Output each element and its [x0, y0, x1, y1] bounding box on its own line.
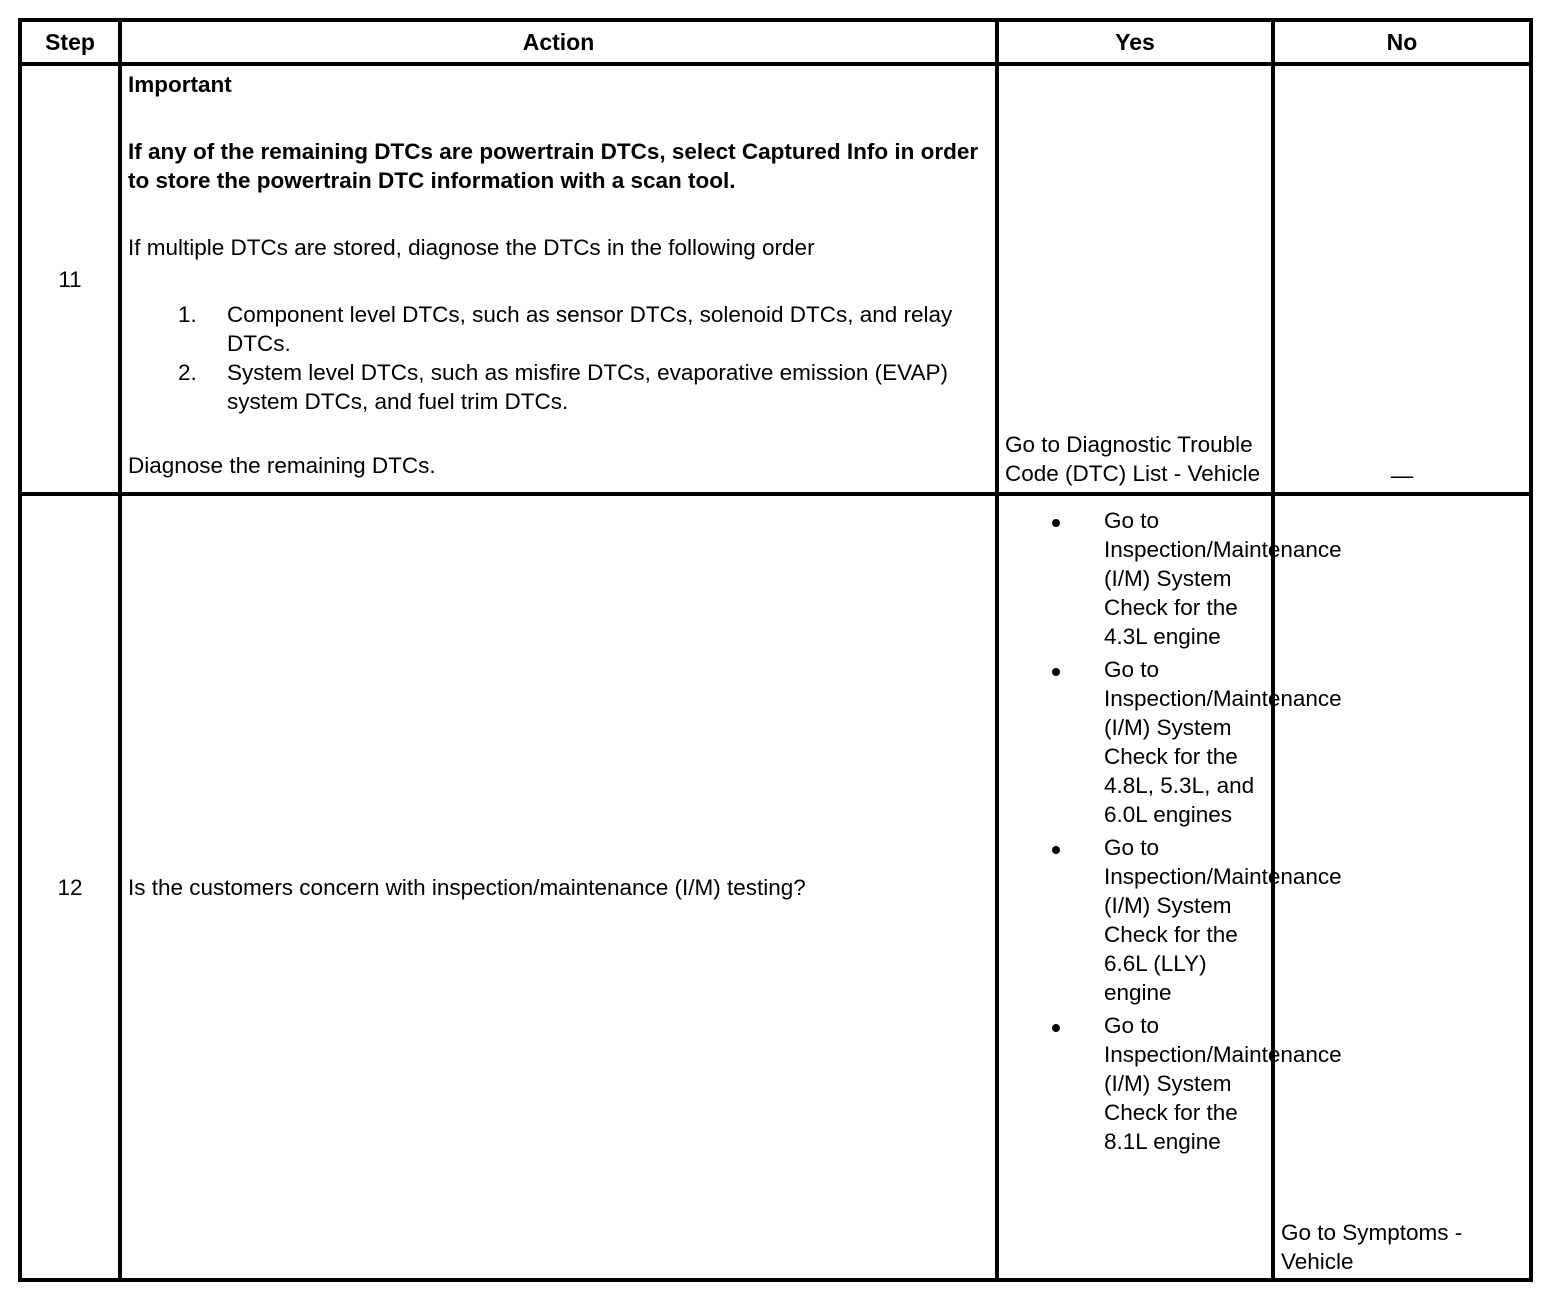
yes-link[interactable]: Go to Diagnostic Trouble Code (DTC) List - Vehicle: [1005, 432, 1261, 486]
list-item[interactable]: [999, 655, 1342, 829]
bullet-icon: [1052, 668, 1060, 676]
bullet-icon: [1052, 846, 1060, 854]
yes-cell: [997, 64, 1273, 494]
list-item[interactable]: [999, 506, 1342, 651]
action-cell: [120, 494, 997, 1280]
yes-link[interactable]: Go to Inspection/Maintenance (I/M) System Check for the 4.8L, 5.3L, and 6.0L engines: [1104, 657, 1342, 827]
list-number: 1.: [178, 302, 197, 327]
list-text: Component level DTCs, such as sensor DTCs, solenoid DTCs, and relay DTCs.: [227, 302, 953, 356]
question-text: Is the customers concern with inspection/maintenance (I/M) testing?: [128, 874, 806, 900]
diagnostic-table: [18, 18, 1533, 1282]
dtc-order-list: [128, 300, 989, 416]
step-number: 12: [20, 494, 120, 1280]
bullet-icon: [1052, 1024, 1060, 1032]
no-link[interactable]: Go to Symptoms - Vehicle: [1281, 1220, 1463, 1274]
table-row: [20, 494, 1531, 1280]
important-title: Important: [128, 72, 232, 97]
list-item[interactable]: [999, 833, 1342, 1007]
step-number: 11: [20, 64, 120, 494]
no-cell: [1273, 494, 1531, 1280]
yes-options-list: [999, 496, 1342, 1156]
header-action: Action: [120, 20, 997, 64]
action-cell: [120, 64, 997, 494]
bullet-icon: [1052, 519, 1060, 527]
list-item: [128, 358, 989, 416]
yes-link[interactable]: Go to Inspection/Maintenance (I/M) System Check for the 4.3L engine: [1104, 508, 1342, 649]
yes-link[interactable]: Go to Inspection/Maintenance (I/M) System Check for the 6.6L (LLY) engine: [1104, 835, 1342, 1005]
important-text: If any of the remaining DTCs are powertrain DTCs, select Captured Info in order to store the powertrain DTC information with a scan tool.: [128, 139, 979, 193]
order-intro: If multiple DTCs are stored, diagnose the DTCs in the following order: [128, 235, 815, 260]
yes-cell: [997, 494, 1342, 1280]
no-cell: —: [1273, 64, 1531, 494]
table-header-row: [20, 20, 1531, 64]
list-item: [128, 300, 989, 358]
list-text: System level DTCs, such as misfire DTCs, evaporative emission (EVAP) system DTCs, and fuel trim DTCs.: [227, 360, 949, 414]
header-step: Step: [20, 20, 120, 64]
header-no: No: [1273, 20, 1531, 64]
table-row: [20, 64, 1531, 494]
list-item[interactable]: [999, 1011, 1342, 1156]
yes-link[interactable]: Go to Inspection/Maintenance (I/M) System Check for the 8.1L engine: [1104, 1013, 1342, 1154]
list-number: 2.: [178, 360, 197, 385]
instruction-text: Diagnose the remaining DTCs.: [128, 453, 436, 478]
header-yes: Yes: [997, 20, 1273, 64]
